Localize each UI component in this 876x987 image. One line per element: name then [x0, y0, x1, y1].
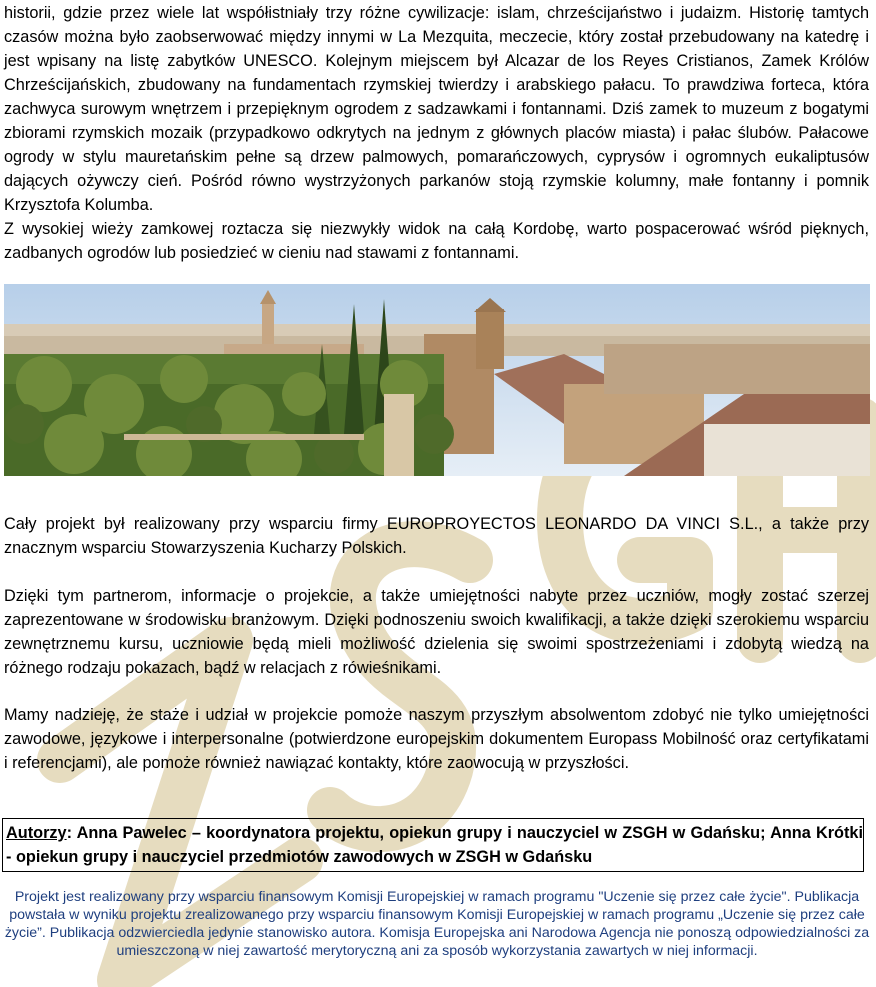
paragraph-cordoba-view-text: Z wysokiej wieży zamkowej roztacza się niezwykły widok na całą Kordobę, warto pospacerować wśród pięknych, zadbanych ogrodów lub posiedzieć w cieniu nad stawami z fontannami. — [4, 220, 869, 262]
authors-box — [2, 818, 864, 872]
authors-label: Autorzy — [6, 824, 67, 842]
paragraph-cordoba-text: historii, gdzie przez wiele lat współistniały trzy różne cywilizacje: islam, chrześcijaństwo i judaizm. Historię tamtych czasów można było zaobserwować między innymi w La Mezquita, meczecie, który został przebudowany na katedrę i jest wpisany na listę zabytków UNESCO. Kolejnym miejscem był Alcazar de los Reyes Cristianos, Zamek Królów Chrześcijańskich, zbudowany na fundamentach rzymskiej twierdzy i arabskiego pałacu. To prawdziwa forteca, która zachwyca surowym wnętrzem i przepięknym ogrodem z sadzawkami i fontannami. Dziś zamek to muzeum z bogatymi zbiorami rzymskich mozaik (przypadkowo odkrytych na jednym z głównych placów miasta) i pałac ślubów. Pałacowe ogrody w stylu mauretańskim pełne są drzew palmowych, pomarańczowych, cyprysów i ogromnych eukaliptusów dających ożywczy cień. Pośród równo wystrzyżonych parkanów stoją rzymskie kolumny, małe fontanny i pomnik Krzysztofa Kolumba. — [4, 4, 869, 214]
paragraph-hope: Mamy nadzieję, że staże i udział w projekcie pomoże naszym przyszłym absolwentom zdobyć nie tylko umiejętności zawodowe, językowe i interpersonalne (potwierdzone europejskim dokumentem Europass Mobilność oraz certyfikatami i referencjami), ale pomoże również nawiązać kontakty, które zaowocują w przyszłości. — [4, 706, 869, 772]
paragraph-cordoba — [4, 1, 869, 265]
cordoba-panorama-photo — [4, 284, 870, 476]
paragraph-support: Cały projekt był realizowany przy wsparciu firmy EUROPROYECTOS LEONARDO DA VINCI S.L., a także przy znacznym wsparciu Stowarzyszenia Kucharzy Polskich. — [4, 515, 869, 557]
paragraph-partners: Dzięki tym partnerom, informacje o projekcie, a także umiejętności nabyte przez uczniów, mogły zostać szerzej zaprezentowane w środowisku branżowym. Dzięki podnoszeniu swoich kwalifikacji, a także dzięki szerokiemu wsparciu zewnętrznemu kursu, uczniowie będą mieli możliwość dzielenia się swoimi spostrzeżeniami i zdobytą wiedzą na różnego rodzaju pokazach, bądź w relacjach z rówieśnikami. — [4, 587, 869, 677]
authors-text: : Anna Pawelec – koordynatora projektu, opiekun grupy i nauczyciel w ZSGH w Gdańsku; Anna Krótki - opiekun grupy i nauczyciel przedmiotów zawodowych w ZSGH w Gdańsku — [6, 824, 863, 866]
eu-disclaimer-footer: Projekt jest realizowany przy wsparciu finansowym Komisji Europejskiej w ramach programu "Uczenie się przez całe życie". Publikacja powstała w wyniku projektu zrealizowanego przy wsparciu finansowym Komisji Europejskiej w ramach programu „Uczenie się przez całe życie”. Publikacja odzwierciedla jedynie stanowisko autora. Komisja Europejska ani Narodowa Agencja nie ponoszą odpowiedzialności za umieszczoną w niej zawartość merytoryczną ani za sposób wykorzystania zawartych w niej informacji. — [4, 889, 870, 959]
